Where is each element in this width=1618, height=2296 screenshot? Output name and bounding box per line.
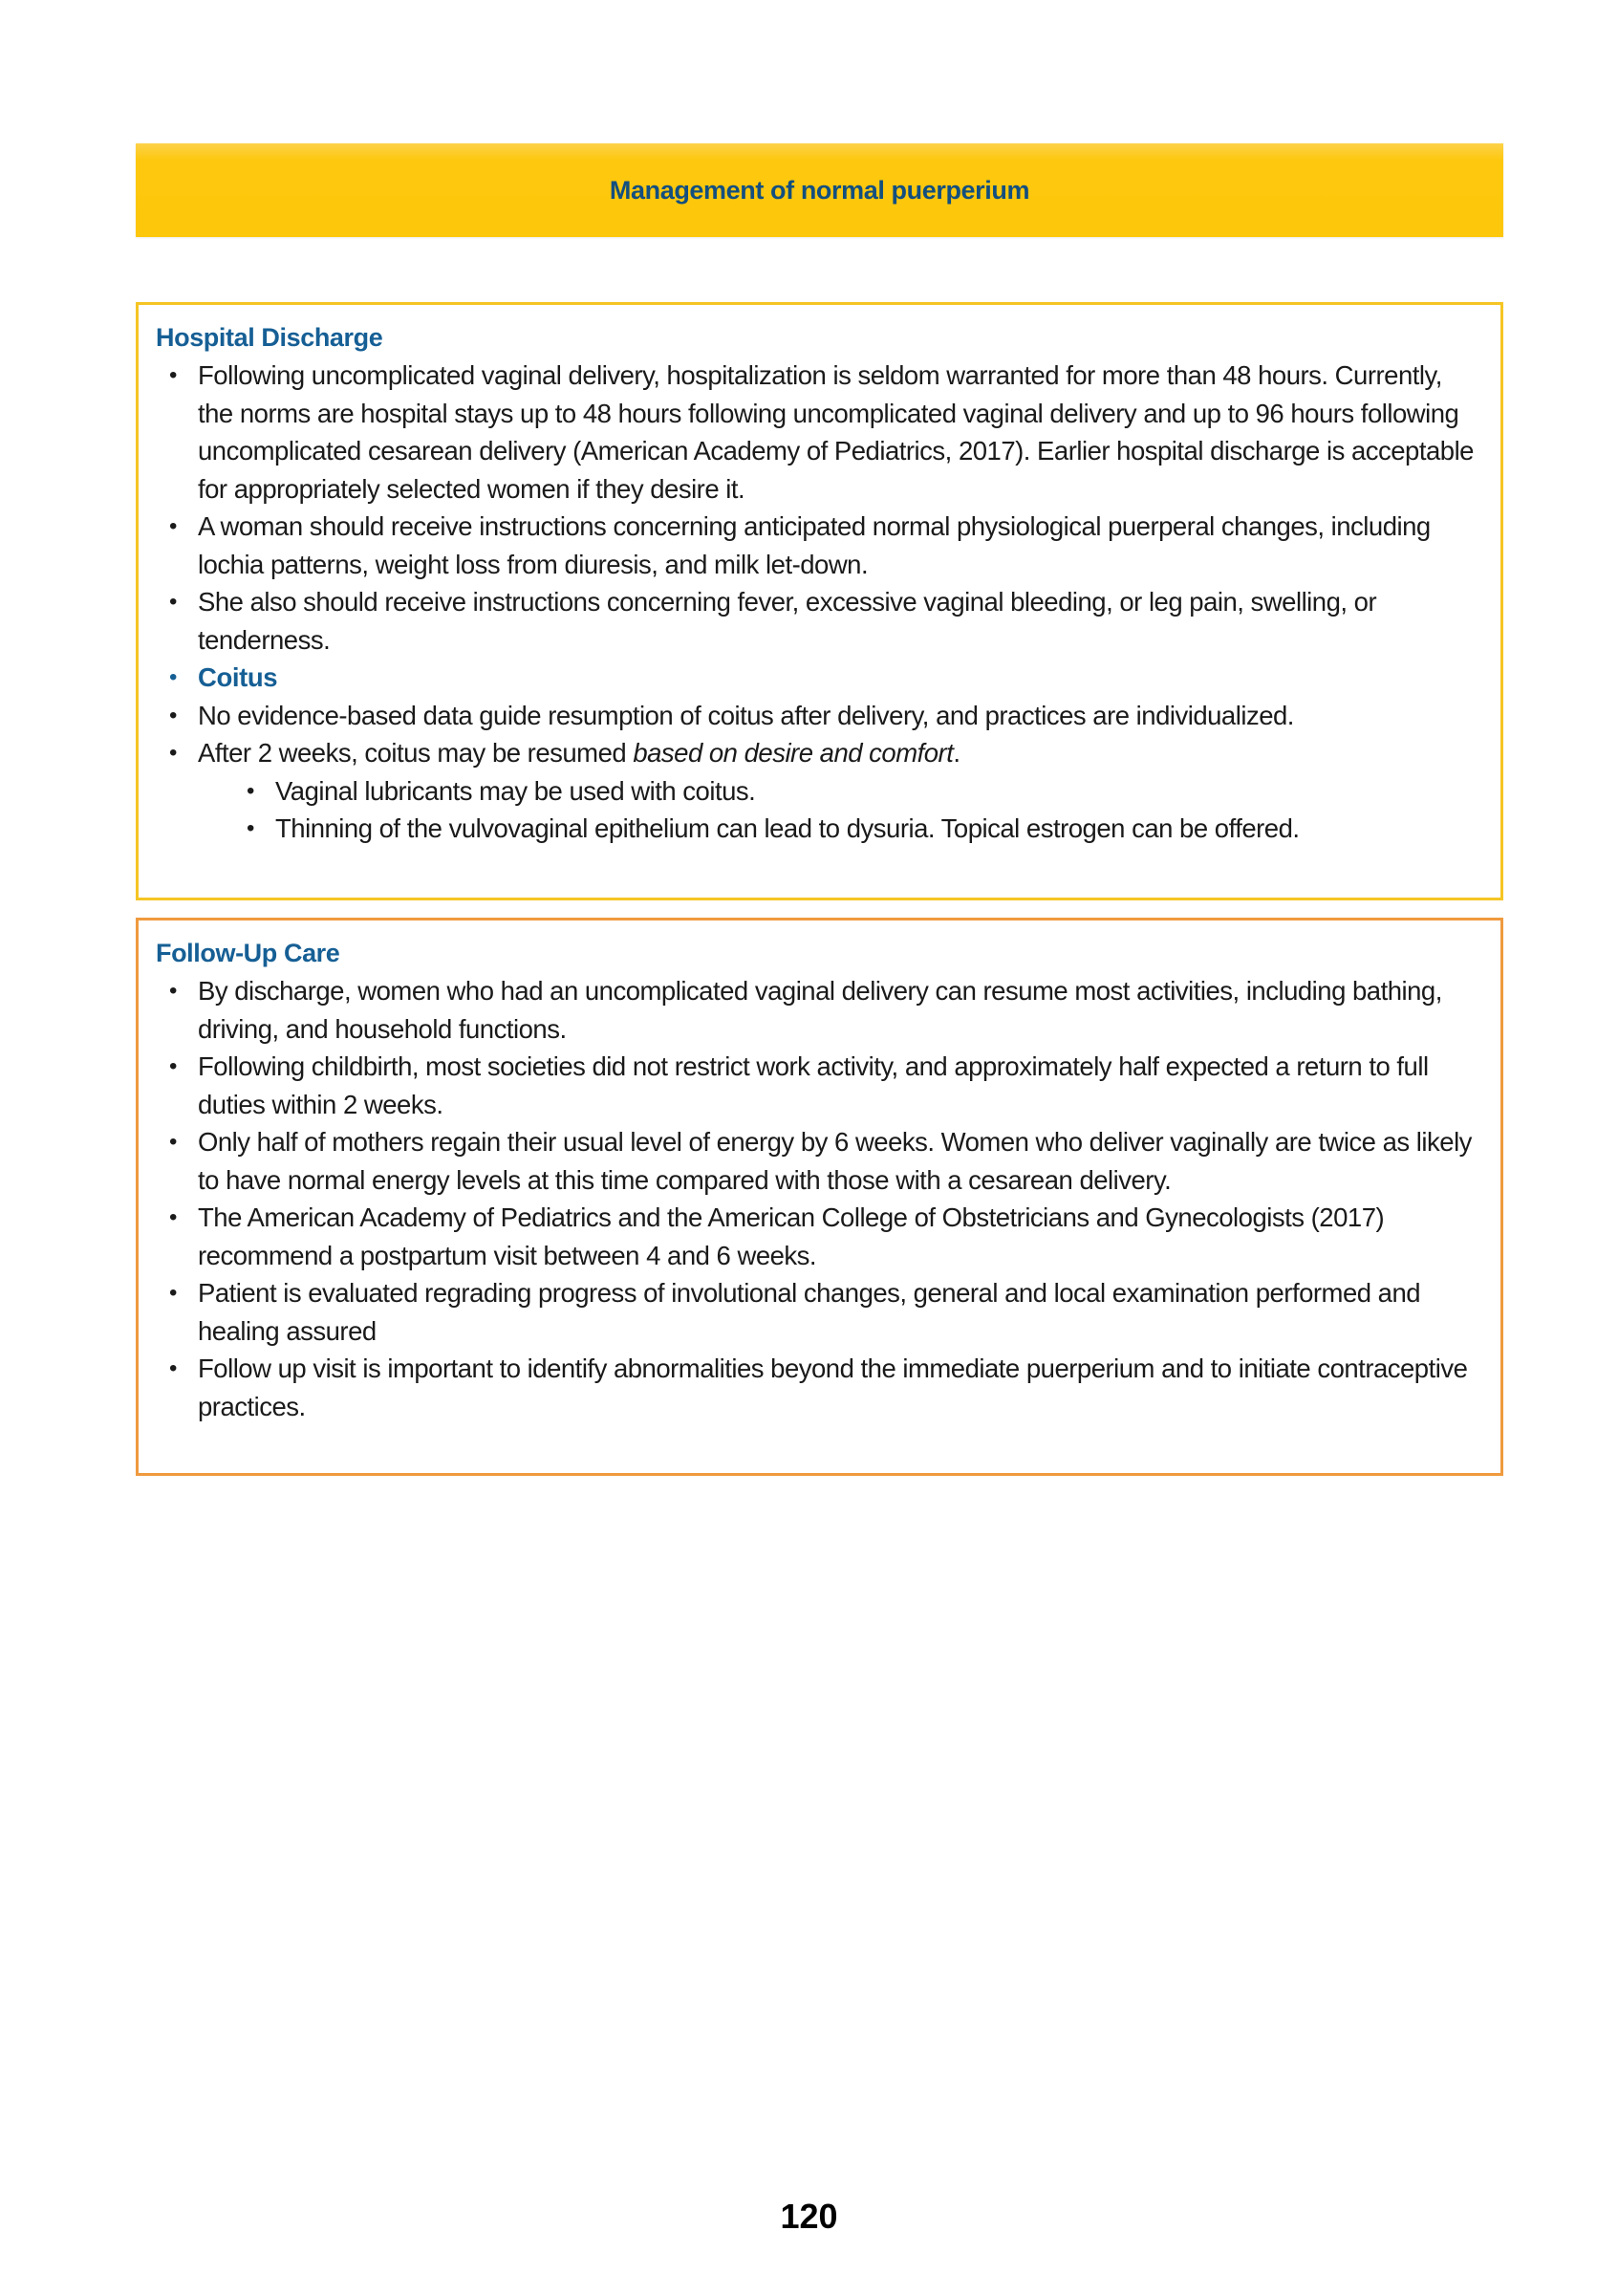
list-item xyxy=(156,697,1483,735)
coitus-subheading xyxy=(156,659,1483,697)
list-item xyxy=(156,1274,1483,1350)
bullet-icon: • xyxy=(247,777,254,804)
list-item xyxy=(156,1199,1483,1274)
bullet-icon: • xyxy=(169,1204,177,1230)
hospital-discharge-box xyxy=(136,302,1503,900)
list-item-text: Follow up visit is important to identify abnormalities beyond the immediate puerperium and to initiate contraceptive practices. xyxy=(198,1354,1468,1421)
list-item-nested xyxy=(156,772,1483,811)
list-item-nested xyxy=(156,810,1483,848)
bullet-icon: • xyxy=(169,362,177,388)
page-header-bar xyxy=(136,143,1503,237)
list-item-emphasis: based on desire and comfort xyxy=(633,738,954,768)
bullet-icon: • xyxy=(169,702,177,728)
list-item-text: Following uncomplicated vaginal delivery, hospitalization is seldom warranted for more than 48 hours. Currently, the norms are hospital stays up to 48 hours following uncomplicated vaginal delivery and up to 96 hours following uncomplicated cesarean delivery (American Academy of Pediatrics, 2017). Earlier hospital discharge is acceptable for appropriately selected women if they desire it. xyxy=(198,360,1474,504)
bullet-icon: • xyxy=(169,1129,177,1155)
list-item-text: She also should receive instructions concerning fever, excessive vaginal bleeding, or leg pain, swelling, or tenderness. xyxy=(198,587,1377,655)
list-item-text: Patient is evaluated regrading progress of involutional changes, general and local examination performed and healing assured xyxy=(198,1278,1421,1346)
follow-up-care-list xyxy=(156,972,1483,1425)
bullet-icon: • xyxy=(169,978,177,1004)
list-item-text: Following childbirth, most societies did not restrict work activity, and approximately half expected a return to full duties within 2 weeks. xyxy=(198,1051,1429,1119)
bullet-icon: • xyxy=(169,1053,177,1079)
list-item-text: Thinning of the vulvovaginal epithelium can lead to dysuria. Topical estrogen can be offered. xyxy=(275,813,1300,843)
list-item-text: Vaginal lubricants may be used with coitus. xyxy=(275,775,756,806)
list-item-text: Only half of mothers regain their usual level of energy by 6 weeks. Women who deliver vaginally are twice as likely to have normal energy levels at this time compared with those with a cesarean delivery. xyxy=(198,1127,1472,1195)
list-item xyxy=(156,1350,1483,1425)
list-item-text: After 2 weeks, coitus may be resumed xyxy=(198,738,634,768)
bullet-icon: • xyxy=(247,815,254,841)
list-item xyxy=(156,734,1483,772)
list-item-text: Coitus xyxy=(198,662,278,692)
list-item-text: No evidence-based data guide resumption of coitus after delivery, and practices are individualized. xyxy=(198,700,1294,730)
bullet-icon: • xyxy=(169,589,177,615)
list-item xyxy=(156,972,1483,1048)
list-item-text: The American Academy of Pediatrics and the American College of Obstetricians and Gynecologists (2017) recommend a postpartum visit between 4 and 6 weeks. xyxy=(198,1202,1385,1270)
hospital-discharge-heading: Hospital Discharge xyxy=(156,323,383,352)
list-item xyxy=(156,508,1483,583)
page-title: Management of normal puerperium xyxy=(609,175,1030,205)
bullet-icon: • xyxy=(169,740,177,766)
list-item xyxy=(156,1123,1483,1199)
follow-up-care-box xyxy=(136,918,1503,1476)
bullet-icon: • xyxy=(168,664,177,690)
list-item-text: By discharge, women who had an uncomplicated vaginal delivery can resume most activities, including bathing, driving, and household functions. xyxy=(198,976,1442,1044)
hospital-discharge-list xyxy=(156,357,1483,848)
list-item-text: A woman should receive instructions concerning anticipated normal physiological puerperal changes, including lochia patterns, weight loss from diuresis, and milk let-down. xyxy=(198,511,1431,579)
list-item xyxy=(156,1048,1483,1123)
list-item xyxy=(156,357,1483,508)
bullet-icon: • xyxy=(169,1355,177,1381)
bullet-icon: • xyxy=(169,513,177,539)
follow-up-care-heading: Follow-Up Care xyxy=(156,939,340,967)
bullet-icon: • xyxy=(169,1280,177,1306)
page-number: 120 xyxy=(780,2197,838,2236)
list-item-text-end: . xyxy=(953,738,960,768)
list-item xyxy=(156,583,1483,659)
